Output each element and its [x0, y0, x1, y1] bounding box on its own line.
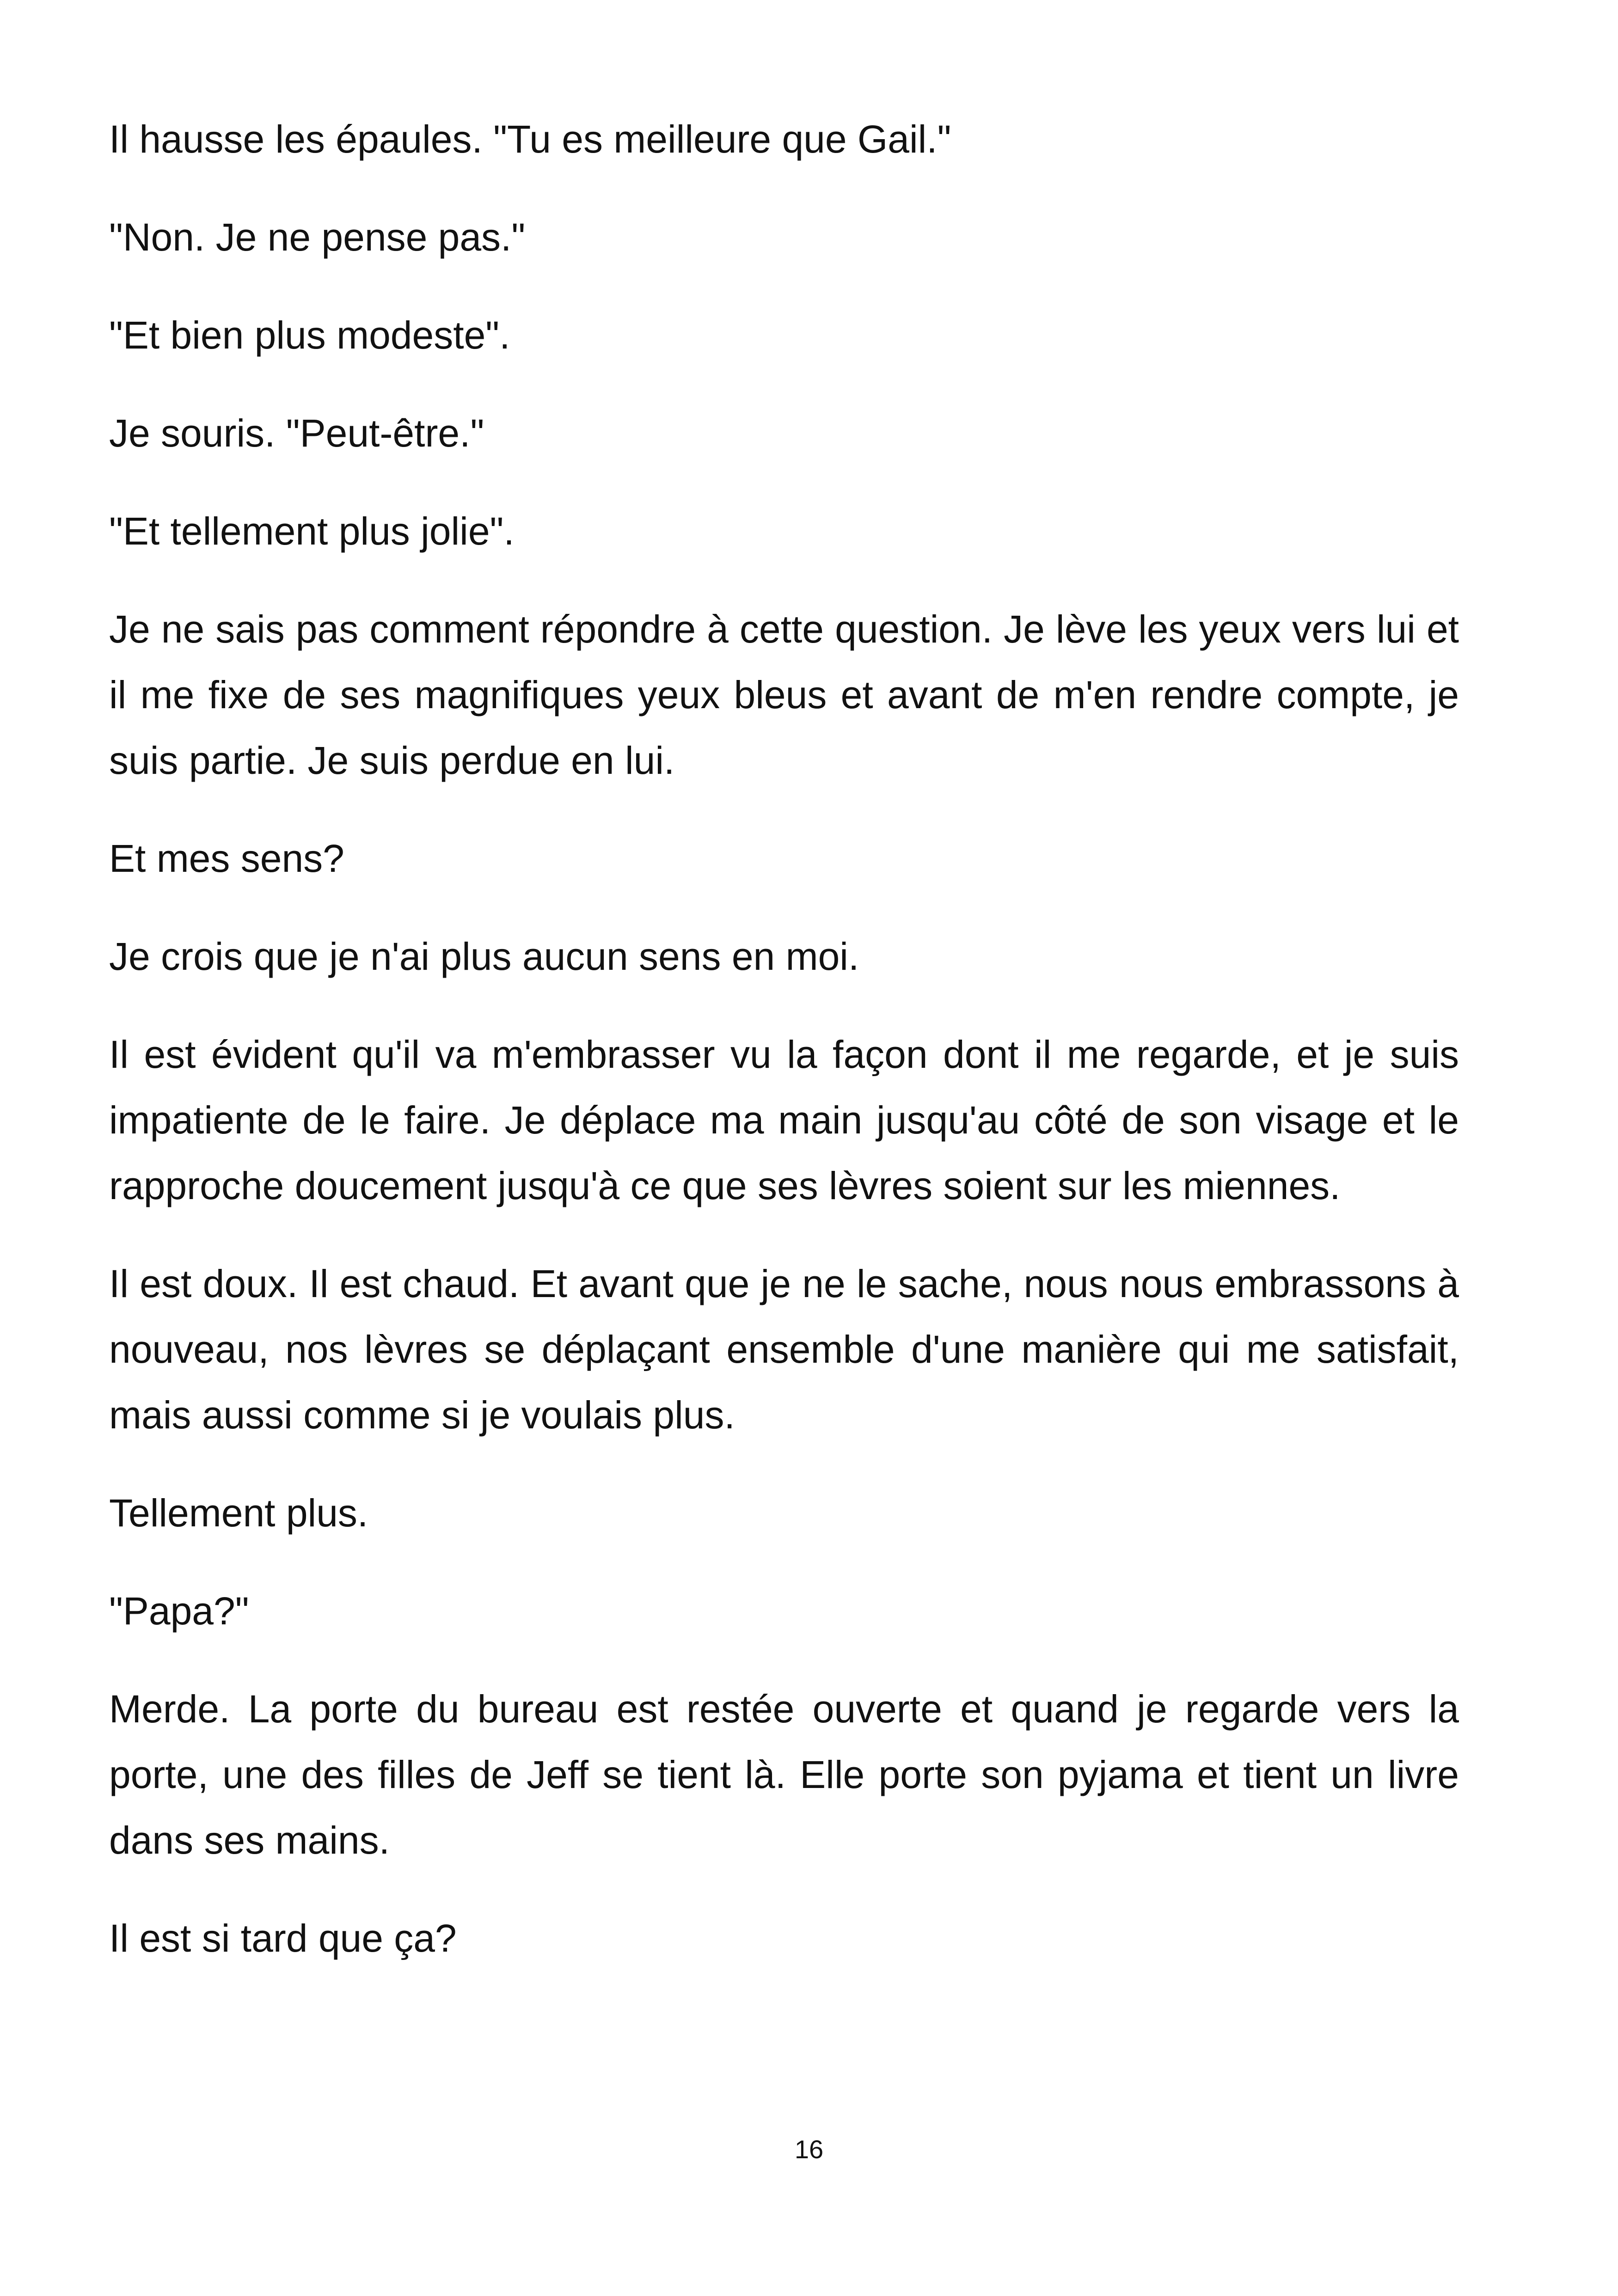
paragraph: Merde. La porte du bureau est restée ouverte et quand je regarde vers la porte, une des filles de Jeff se tient là. Elle porte son pyjama et tient un livre dans ses mains. [109, 1687, 1459, 1862]
paragraph: Tellement plus. [109, 1491, 368, 1535]
paragraph: "Et bien plus modeste". [109, 313, 510, 357]
paragraph: "Non. Je ne pense pas." [109, 215, 526, 259]
paragraph: Il est doux. Il est chaud. Et avant que je ne le sache, nous nous embrassons à nouveau, nos lèvres se déplaçant ensemble d'une manière qui me satisfait, mais aussi comme si je voulais plus. [109, 1262, 1459, 1437]
body-text [109, 106, 1459, 2003]
paragraph: Je crois que je n'ai plus aucun sens en moi. [109, 935, 859, 978]
paragraph: Il est si tard que ça? [109, 1916, 457, 1960]
paragraph: Il est évident qu'il va m'embrasser vu la façon dont il me regarde, et je suis impatiente de le faire. Je déplace ma main jusqu'au côté de son visage et le rapproche doucement jusqu'à ce que ses lèvres soient sur les miennes. [109, 1033, 1459, 1207]
paragraph: "Et tellement plus jolie". [109, 509, 515, 553]
paragraph: Et mes sens? [109, 837, 344, 880]
paragraph: Il hausse les épaules. "Tu es meilleure que Gail." [109, 117, 951, 161]
page-number: 16 [794, 2135, 824, 2164]
paragraph: Je ne sais pas comment répondre à cette question. Je lève les yeux vers lui et il me fixe de ses magnifiques yeux bleus et avant de m'en rendre compte, je suis partie. Je suis perdue en lui. [109, 607, 1459, 782]
paragraph: Je souris. "Peut-être." [109, 411, 484, 455]
paragraph: "Papa?" [109, 1589, 249, 1633]
